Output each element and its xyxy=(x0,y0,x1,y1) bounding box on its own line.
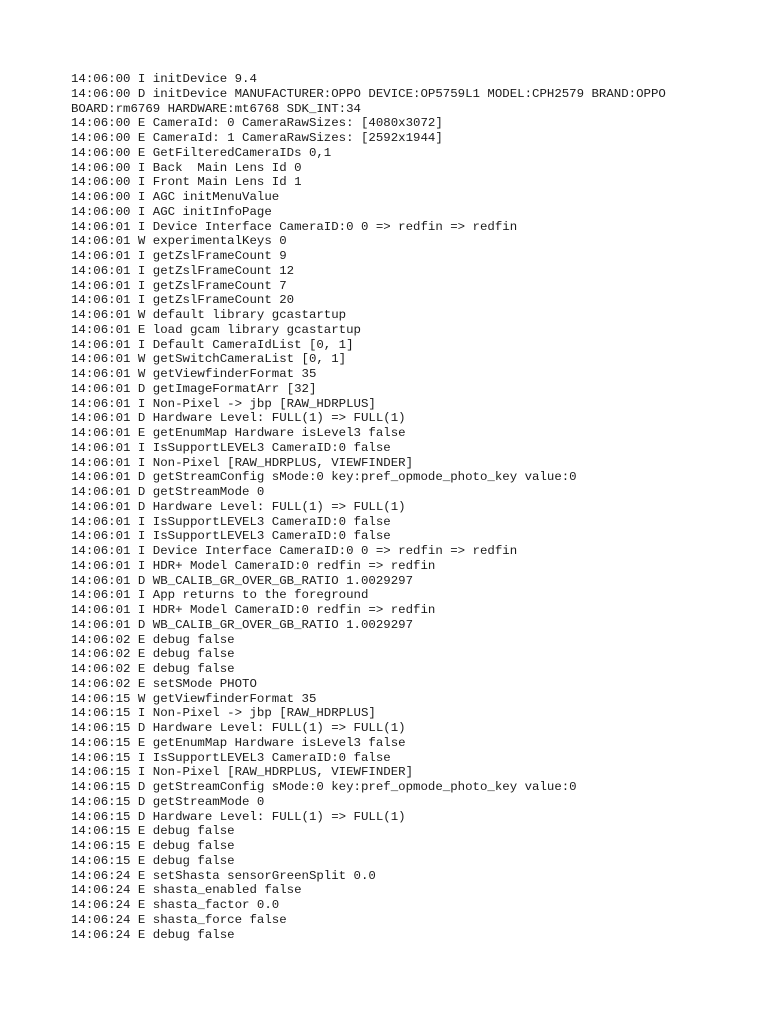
log-line: 14:06:24 E debug false xyxy=(71,927,235,942)
log-line: 14:06:15 E getEnumMap Hardware isLevel3 false xyxy=(71,735,406,750)
log-line: 14:06:01 I Non-Pixel [RAW_HDRPLUS, VIEWFINDER] xyxy=(71,455,414,470)
log-line: 14:06:00 I initDevice 9.4 xyxy=(71,72,257,86)
log-line: 14:06:01 D WB_CALIB_GR_OVER_GB_RATIO 1.0029297 xyxy=(71,573,414,588)
log-line: 14:06:00 E CameraId: 0 CameraRawSizes: [4080x3072] xyxy=(71,116,443,131)
log-line: 14:06:01 I HDR+ Model CameraID:0 redfin => redfin xyxy=(71,603,436,617)
log-line: 14:06:02 E debug false xyxy=(71,632,235,647)
log-output xyxy=(71,72,751,942)
log-line: 14:06:01 D Hardware Level: FULL(1) => FULL(1) xyxy=(71,499,406,514)
log-line: 14:06:15 I Non-Pixel [RAW_HDRPLUS, VIEWFINDER] xyxy=(71,765,414,780)
log-line: BOARD:rm6769 HARDWARE:mt6768 SDK_INT:34 xyxy=(71,101,361,116)
log-line: 14:06:01 W experimentalKeys 0 xyxy=(71,234,287,249)
log-line: 14:06:15 D getStreamMode 0 xyxy=(71,794,265,809)
log-line: 14:06:01 W getSwitchCameraList [0, 1] xyxy=(71,352,347,367)
log-line: 14:06:01 I IsSupportLEVEL3 CameraID:0 false xyxy=(71,514,391,529)
log-line: 14:06:24 E shasta_force false xyxy=(71,912,287,927)
log-line: 14:06:15 D Hardware Level: FULL(1) => FULL(1) xyxy=(71,809,406,824)
log-line: 14:06:01 W default library gcastartup xyxy=(71,308,347,322)
log-line: 14:06:00 D initDevice MANUFACTURER:OPPO DEVICE:OP5759L1 MODEL:CPH2579 BRAND:OPPO xyxy=(71,86,666,101)
log-line: 14:06:15 W getViewfinderFormat 35 xyxy=(71,691,317,706)
log-line: 14:06:24 E setShasta sensorGreenSplit 0.0 xyxy=(71,868,376,883)
log-line: 14:06:01 I IsSupportLEVEL3 CameraID:0 false xyxy=(71,529,391,544)
log-line: 14:06:24 E shasta_enabled false xyxy=(71,883,302,898)
log-line: 14:06:00 E GetFilteredCameraIDs 0,1 xyxy=(71,145,332,160)
log-line: 14:06:01 I getZslFrameCount 12 xyxy=(71,263,295,278)
log-line: 14:06:01 W getViewfinderFormat 35 xyxy=(71,367,317,381)
log-line: 14:06:00 I AGC initMenuValue xyxy=(71,190,280,204)
log-line: 14:06:15 I Non-Pixel -> jbp [RAW_HDRPLUS] xyxy=(71,706,376,721)
log-line: 14:06:01 I getZslFrameCount 7 xyxy=(71,278,287,293)
log-line: 14:06:01 I getZslFrameCount 9 xyxy=(71,249,287,263)
log-line: 14:06:15 E debug false xyxy=(71,853,235,868)
log-line: 14:06:01 I Default CameraIdList [0, 1] xyxy=(71,337,354,352)
log-line: 14:06:01 I getZslFrameCount 20 xyxy=(71,293,295,308)
log-line: 14:06:24 E shasta_factor 0.0 xyxy=(71,898,280,912)
log-line: 14:06:15 D Hardware Level: FULL(1) => FULL(1) xyxy=(71,721,406,735)
log-line: 14:06:01 E getEnumMap Hardware isLevel3 false xyxy=(71,426,406,440)
log-line: 14:06:02 E debug false xyxy=(71,647,235,662)
log-line: 14:06:01 D Hardware Level: FULL(1) => FULL(1) xyxy=(71,411,406,426)
log-line: 14:06:01 I Non-Pixel -> jbp [RAW_HDRPLUS] xyxy=(71,396,376,411)
log-line: 14:06:15 I IsSupportLEVEL3 CameraID:0 false xyxy=(71,750,391,765)
log-line: 14:06:00 I AGC initInfoPage xyxy=(71,204,272,219)
log-line: 14:06:02 E debug false xyxy=(71,662,235,676)
log-line: 14:06:15 D getStreamConfig sMode:0 key:pref_opmode_photo_key value:0 xyxy=(71,780,577,794)
log-line: 14:06:00 I Front Main Lens Id 1 xyxy=(71,175,302,190)
log-line: 14:06:01 I App returns to the foreground xyxy=(71,588,369,603)
log-line: 14:06:01 D getStreamConfig sMode:0 key:pref_opmode_photo_key value:0 xyxy=(71,470,577,485)
log-line: 14:06:01 I Device Interface CameraID:0 0 => redfin => redfin xyxy=(71,544,518,558)
log-line: 14:06:15 E debug false xyxy=(71,824,235,839)
log-line: 14:06:00 I Back Main Lens Id 0 xyxy=(71,160,302,175)
log-line: 14:06:01 D getImageFormatArr [32] xyxy=(71,381,317,396)
log-line: 14:06:01 D getStreamMode 0 xyxy=(71,485,265,499)
log-line: 14:06:01 I HDR+ Model CameraID:0 redfin => redfin xyxy=(71,558,436,573)
log-line: 14:06:00 E CameraId: 1 CameraRawSizes: [2592x1944] xyxy=(71,131,443,145)
log-line: 14:06:01 I Device Interface CameraID:0 0 => redfin => redfin xyxy=(71,219,518,234)
log-line: 14:06:01 I IsSupportLEVEL3 CameraID:0 false xyxy=(71,440,391,455)
log-line: 14:06:02 E setSMode PHOTO xyxy=(71,676,257,691)
log-line: 14:06:01 D WB_CALIB_GR_OVER_GB_RATIO 1.0029297 xyxy=(71,617,414,632)
log-line: 14:06:01 E load gcam library gcastartup xyxy=(71,322,361,337)
log-line: 14:06:15 E debug false xyxy=(71,839,235,853)
